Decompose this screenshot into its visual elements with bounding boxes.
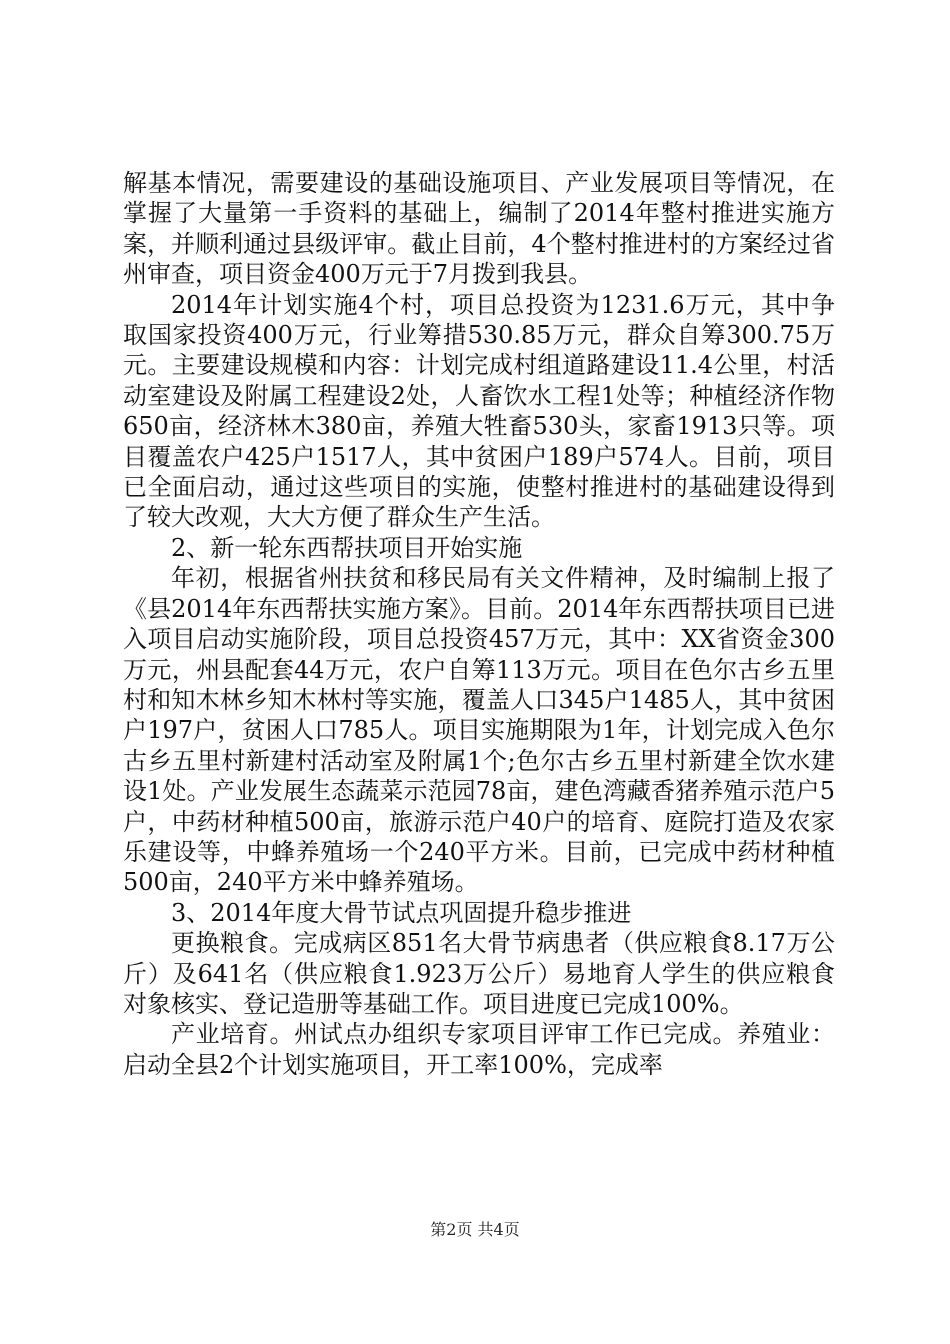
paragraph: 2014年计划实施4个村，项目总投资为1231.6万元，其中争取国家投资400万元，行业筹措530.85万元，群众自筹300.75万元。主要建设规模和内容：计划完成村组道路建设11.4公里，村活动室建设及附属工程建设2处，人畜饮水工程1处等；种植经济作物650亩，经济林木380亩，养殖大牲畜530头，家畜1913只等。项目覆盖农户425户1517人，其中贫困户189户574人。目前，项目已全面启动，通过这些项目的实施，使整村推进村的基础建设得到了较大改观，大大方便了群众生产生活。 <box>123 290 835 532</box>
document-body <box>123 168 835 1080</box>
section-heading: 3、2014年度大骨节试点巩固提升稳步推进 <box>171 898 632 927</box>
paragraph: 更换粮食。完成病区851名大骨节病患者（供应粮食8.17万公斤）及641名（供应粮食1.923万公斤）易地育人学生的供应粮食对象核实、登记造册等基础工作。项目进度已完成100%。 <box>123 929 835 1018</box>
page-footer: 第2页 共4页 <box>430 1220 520 1239</box>
paragraph: 年初，根据省州扶贫和移民局有关文件精神，及时编制上报了《县2014年东西帮扶实施方案》。目前。2014年东西帮扶项目已进入项目启动实施阶段，项目总投资457万元，其中：XX省资金300万元，州县配套44万元，农户自筹113万元。项目在色尔古乡五里村和知木林乡知木林村等实施，覆盖人口345户1485人，其中贫困户197户，贫困人口785人。项目实施期限为1年，计划完成入色尔古乡五里村新建村活动室及附属1个;色尔古乡五里村新建全饮水建设1处。产业发展生态蔬菜示范园78亩，建色湾藏香猪养殖示范户5户，中药材种植500亩，旅游示范户40户的培育、庭院打造及农家乐建设等，中蜂养殖场一个240平方米。目前，已完成中药材种植500亩，240平方米中蜂养殖场。 <box>123 564 835 897</box>
section-heading: 2、新一轮东西帮扶项目开始实施 <box>171 533 523 562</box>
paragraph: 产业培育。州试点办组织专家项目评审工作已完成。养殖业：启动全县2个计划实施项目，开工率100%，完成率 <box>123 1020 835 1079</box>
paragraph: 解基本情况，需要建设的基础设施项目、产业发展项目等情况，在掌握了大量第一手资料的基础上，编制了2014年整村推进实施方案，并顺利通过县级评审。截止目前，4个整村推进村的方案经过省州审查，项目资金400万元于7月拨到我县。 <box>123 169 835 289</box>
